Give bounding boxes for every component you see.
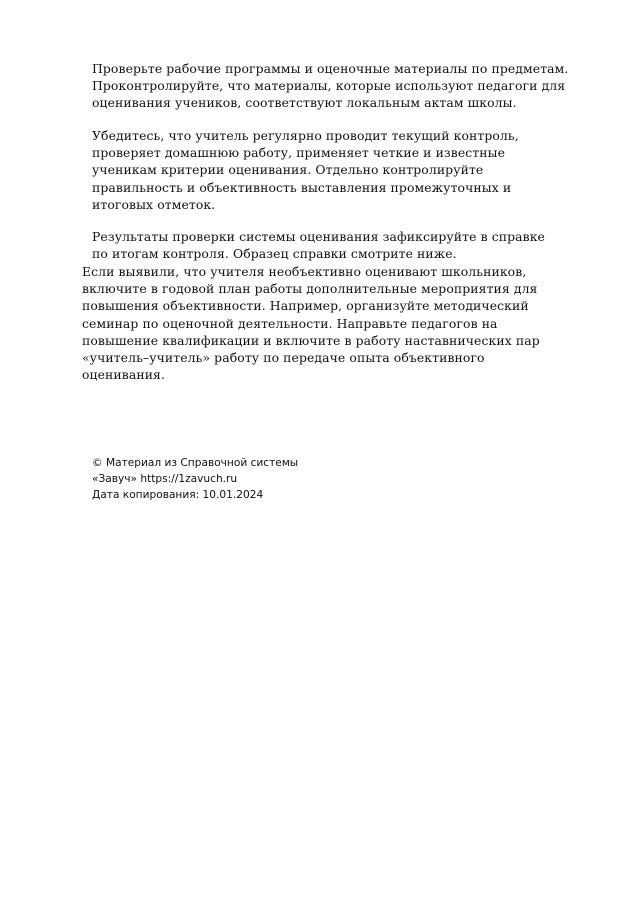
text-line: Проконтролируйте, что материалы, которые используют педагоги для: [92, 78, 566, 94]
text-line: правильность и объективность выставления промежуточных и: [92, 179, 512, 195]
paragraph-objectivity-measures: [82, 263, 540, 383]
footer-source: © Материал из Справочной системы: [92, 457, 299, 469]
copyright-footer: [92, 455, 298, 503]
text-line: «учитель–учитель» работу по передаче опыта объективного: [82, 350, 485, 366]
text-line: Убедитесь, что учитель регулярно проводит текущий контроль,: [92, 128, 519, 143]
text-line: включите в годовой план работы дополнительные мероприятия для: [82, 281, 538, 297]
text-line: проверяет домашнюю работу, применяет четкие и известные: [92, 145, 506, 161]
text-line: повышения объективности. Например, организуйте методический: [82, 298, 529, 314]
paragraph-current-control: [92, 127, 519, 213]
footer-site: «Завуч» https://1zavuch.ru: [92, 473, 238, 485]
text-line: итоговых отметок.: [92, 196, 216, 212]
text-line: Проверьте рабочие программы и оценочные материалы по предметам.: [92, 61, 569, 76]
text-line: ученикам критерии оценивания. Отдельно контролируйте: [92, 162, 484, 178]
footer-copy-date: Дата копирования: 10.01.2024: [92, 489, 264, 501]
paragraph-check-programs: [92, 60, 568, 112]
text-line: Если выявили, что учителя необъективно оценивают школьников,: [82, 264, 527, 279]
paragraph-results: [92, 228, 545, 262]
text-line: по итогам контроля. Образец справки смотрите ниже.: [92, 246, 457, 262]
text-line: оценивания учеников, соответствуют локальным актам школы.: [92, 95, 517, 111]
text-line: оценивания.: [82, 367, 166, 383]
text-line: повышение квалификации и включите в работу наставнических пар: [82, 332, 540, 348]
text-line: Результаты проверки системы оценивания зафиксируйте в справке: [92, 229, 545, 244]
text-line: семинар по оценочной деятельности. Направьте педагогов на: [82, 315, 498, 331]
